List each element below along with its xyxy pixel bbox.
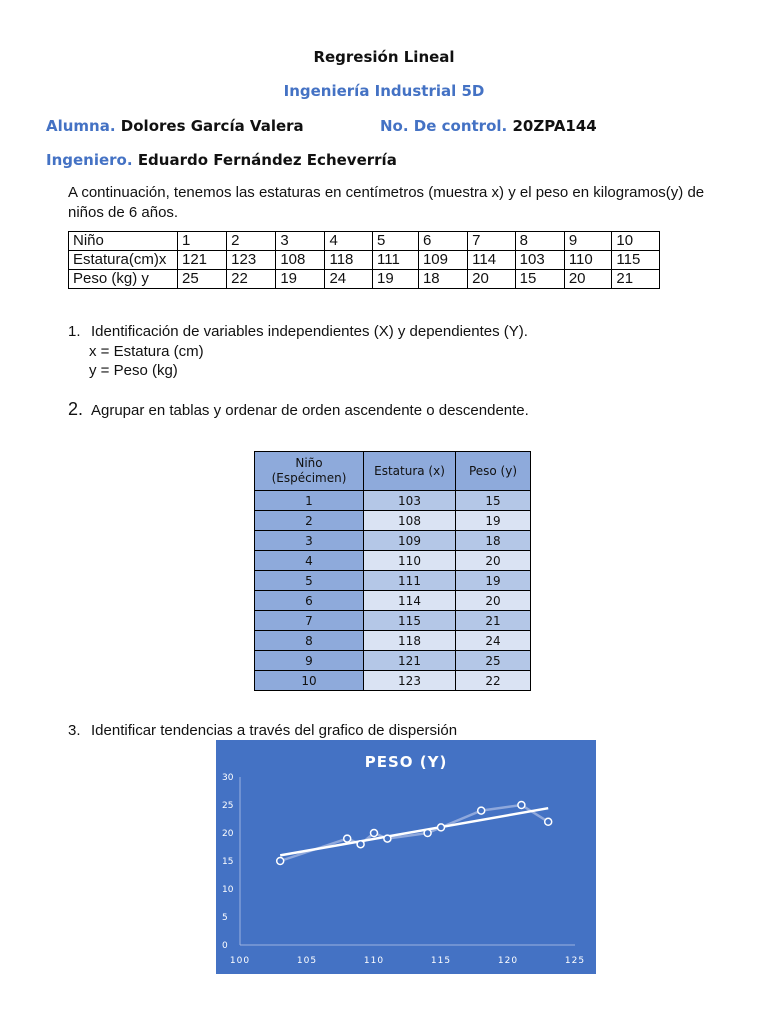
table-cell: 18 [456,531,531,551]
table-cell: 109 [418,251,467,270]
step3-number: 3. [68,722,81,739]
table-cell: 108 [364,511,456,531]
table-row [255,651,531,671]
table-row [255,551,531,571]
table-row [255,591,531,611]
table-cell: Niño [69,232,178,251]
table-cell: 25 [178,270,227,289]
table-cell: 19 [373,270,419,289]
table-cell: 123 [227,251,276,270]
table-cell: 6 [255,591,364,611]
table-cell: 18 [418,270,467,289]
table-cell: 19 [456,511,531,531]
data-point [438,824,445,831]
data-point [357,841,364,848]
table-cell: 4 [325,232,373,251]
step2-number: 2. [68,399,84,419]
student-name: Dolores García Valera [120,117,304,135]
table-cell: Estatura(cm)x [69,251,178,270]
table-row [255,631,531,651]
table-cell: 9 [255,651,364,671]
scatter-chart-svg [216,740,596,974]
table-cell: 7 [255,611,364,631]
chart-title: PESO (Y) [364,753,448,771]
column-header-peso: Peso (y) [456,452,531,491]
y-tick-label: 25 [222,801,234,811]
table-header-row [255,452,531,491]
table-cell: 109 [364,531,456,551]
engineer-line [46,151,397,169]
table-cell: 21 [456,611,531,631]
table-cell: 111 [364,571,456,591]
table-row [69,270,660,289]
x-tick-label: 105 [296,956,318,966]
table-cell: 103 [364,491,456,511]
table-cell: 121 [364,651,456,671]
table-cell: 115 [612,251,660,270]
table-cell: 5 [255,571,364,591]
student-line [46,117,304,135]
y-tick-label: 20 [222,829,234,839]
table-cell: 123 [364,671,456,691]
x-tick-label: 120 [497,956,519,966]
control-label: No. De control. [380,117,508,135]
table-cell: 110 [564,251,612,270]
table-cell: 2 [227,232,276,251]
table-cell: 108 [276,251,325,270]
step2-text: Agrupar en tablas y ordenar de orden ascendente o descendente. [91,402,529,419]
table-row [69,232,660,251]
table-cell: 118 [364,631,456,651]
table-cell: 115 [364,611,456,631]
scatter-chart [216,740,596,974]
table-cell: 9 [564,232,612,251]
table-cell: 10 [612,232,660,251]
column-header-estatura: Estatura (x) [364,452,456,491]
x-tick-label: 115 [430,956,452,966]
engineer-label: Ingeniero. [46,151,133,169]
data-point [344,835,351,842]
data-point [371,830,378,837]
table-row [255,491,531,511]
table-cell: 20 [468,270,516,289]
table-cell: 103 [515,251,564,270]
data-point [545,818,552,825]
data-point [384,835,391,842]
table-cell: 15 [515,270,564,289]
trendline [280,808,548,855]
table-cell: 4 [255,551,364,571]
x-definition: x = Estatura (cm) [89,343,204,360]
table-cell: 10 [255,671,364,691]
table-row [255,671,531,691]
x-tick-label: 110 [363,956,385,966]
y-tick-label: 30 [222,773,234,783]
step1-text: Identificación de variables independientes (X) y dependientes (Y). [91,323,528,340]
document-title: Regresión Lineal [313,48,455,66]
table-cell: 111 [373,251,419,270]
table-row [255,611,531,631]
table-cell: 121 [178,251,227,270]
table-cell: 24 [456,631,531,651]
engineer-name: Eduardo Fernández Echeverría [137,151,397,169]
table-cell: 114 [364,591,456,611]
table-row [69,251,660,270]
control-value: 20ZPA144 [512,117,597,135]
table-row [255,531,531,551]
data-point [478,807,485,814]
table-cell: 24 [325,270,373,289]
control-line [380,117,597,135]
data-point [518,802,525,809]
table-cell: 1 [255,491,364,511]
table-cell: 20 [456,591,531,611]
table-cell: 21 [612,270,660,289]
y-tick-label: 0 [222,941,228,951]
table-cell: 110 [364,551,456,571]
y-tick-label: 10 [222,885,234,895]
table-cell: 118 [325,251,373,270]
table-cell: 3 [276,232,325,251]
table-cell: 8 [255,631,364,651]
table-cell: 22 [456,671,531,691]
table-cell: 15 [456,491,531,511]
column-header-nino: Niño (Espécimen) [255,452,364,491]
document-subtitle: Ingeniería Industrial 5D [283,82,485,100]
sorted-data-table [254,451,531,691]
table-cell: 7 [468,232,516,251]
table-cell: 114 [468,251,516,270]
table-cell: 8 [515,232,564,251]
y-definition: y = Peso (kg) [89,362,178,379]
table-row [255,511,531,531]
table-cell: 1 [178,232,227,251]
y-tick-label: 5 [222,913,228,923]
x-tick-label: 100 [229,956,251,966]
raw-data-table [68,231,660,289]
data-point [277,858,284,865]
data-point [424,830,431,837]
table-cell: 6 [418,232,467,251]
table-cell: 3 [255,531,364,551]
table-cell: 19 [276,270,325,289]
table-cell: 20 [564,270,612,289]
x-tick-label: 125 [564,956,586,966]
table-cell: 2 [255,511,364,531]
table-cell: 22 [227,270,276,289]
table-row [255,571,531,591]
table-cell: 19 [456,571,531,591]
step1-number: 1. [68,323,81,340]
table-cell: 25 [456,651,531,671]
student-label: Alumna. [46,117,116,135]
intro-paragraph: A continuación, tenemos las estaturas en centímetros (muestra x) y el peso en kilogramos(y) de niños de 6 años. [68,184,705,221]
table-cell: 5 [373,232,419,251]
step3-text: Identificar tendencias a través del grafico de dispersión [91,722,458,739]
table-cell: 20 [456,551,531,571]
table-cell: Peso (kg) y [69,270,178,289]
y-tick-label: 15 [222,857,234,867]
